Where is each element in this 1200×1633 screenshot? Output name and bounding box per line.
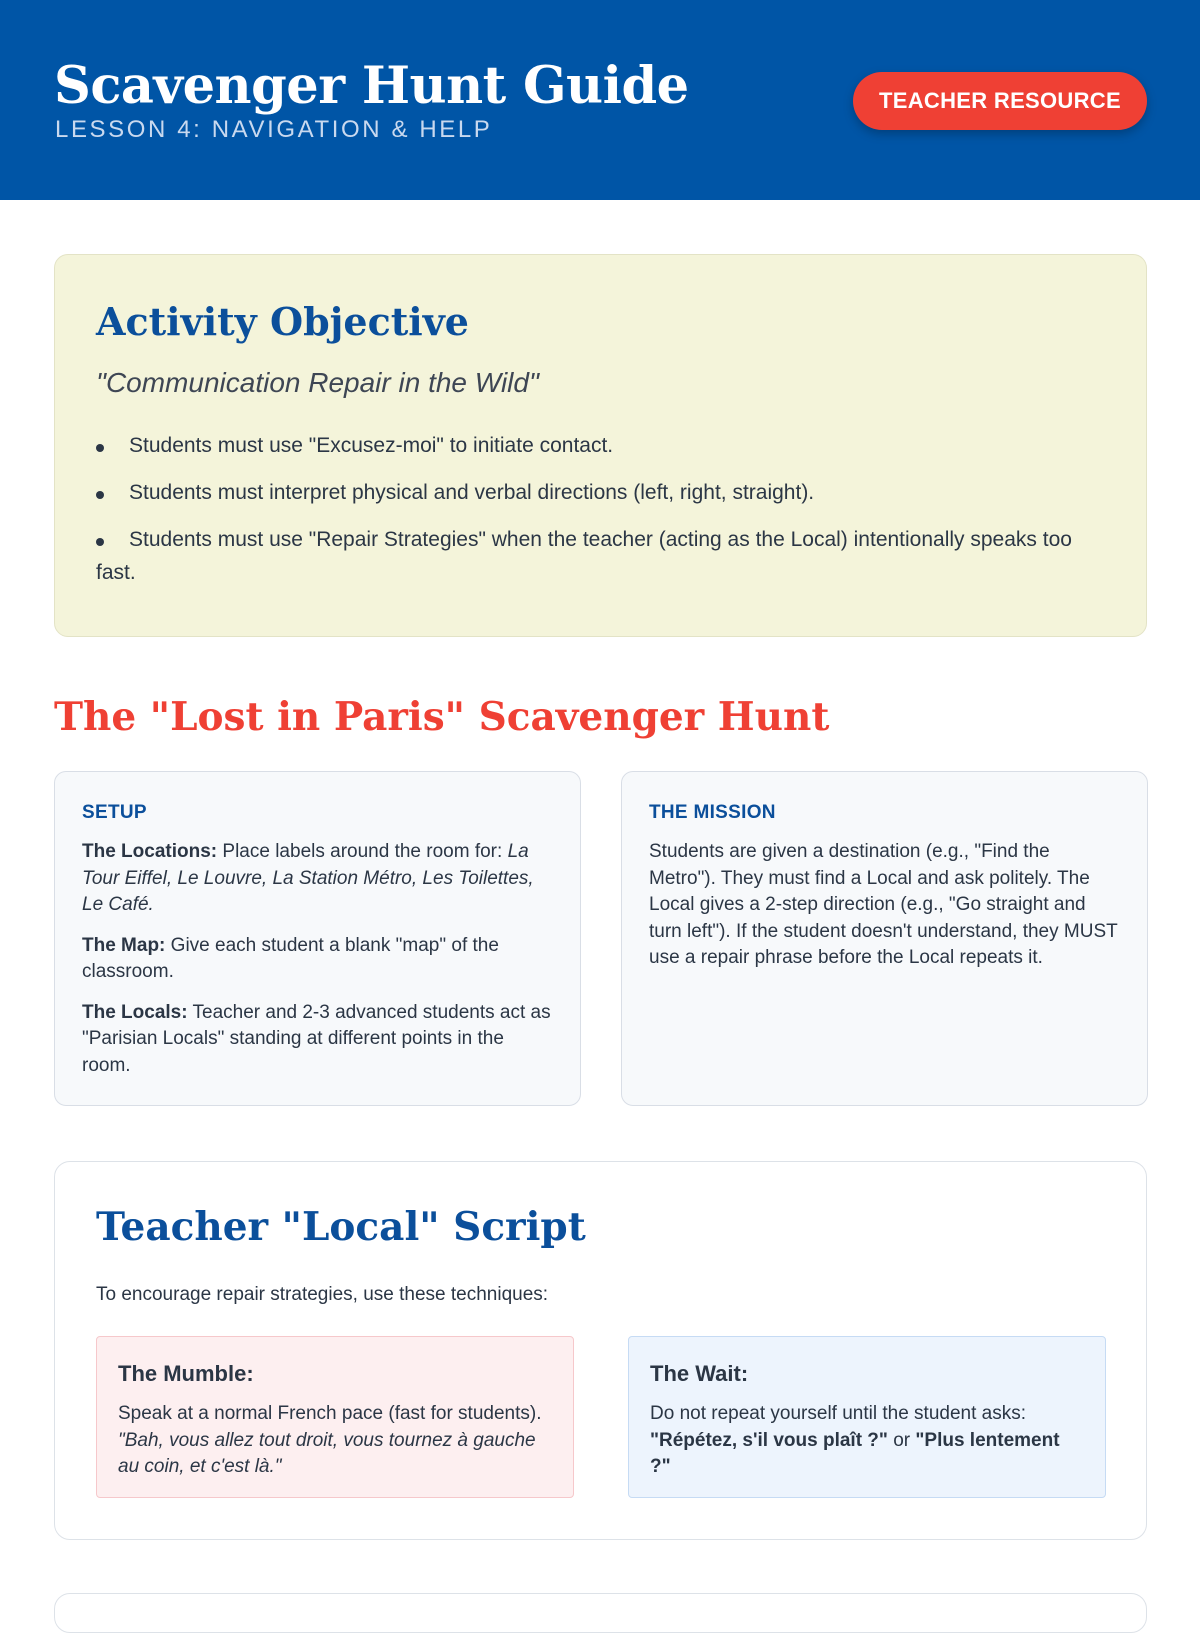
setup-heading: SETUP	[82, 802, 147, 823]
bullet-dot-icon	[96, 538, 104, 546]
setup-map: The Map: Give each student a blank "map" of the classroom.	[82, 934, 499, 982]
script-intro: To encourage repair strategies, use these techniques:	[96, 1284, 549, 1305]
activity-objective-card	[54, 254, 1147, 637]
mumble-heading: The Mumble:	[118, 1361, 254, 1386]
setup-locations: The Locations: Place labels around the room for: La Tour Eiffel, Le Louvre, La Station Métro, Les Toilettes, Le Café.	[82, 841, 534, 915]
wait-technique-box	[628, 1336, 1106, 1498]
mission-text: Students are given a destination (e.g., "Find the Metro"). They must find a Local and ask politely. The Local gives a 2-step direction (e.g., "Go straight and turn left"). If the student doesn't understand, they MUST use a repair phrase before the Local repeats it.	[649, 841, 1118, 968]
script-title: Teacher "Local" Script	[96, 1204, 586, 1250]
wait-body: Do not repeat yourself until the student asks: "Répétez, s'il vous plaît ?" or "Plus lentement ?"	[650, 1403, 1060, 1477]
setup-locals: The Locals: Teacher and 2-3 advanced students act as "Parisian Locals" standing at different points in the room.	[82, 1001, 551, 1076]
teacher-script-card	[54, 1161, 1147, 1540]
objective-title: Activity Objective	[96, 299, 469, 344]
mission-body	[649, 839, 1119, 986]
mumble-technique-box	[96, 1336, 574, 1498]
wait-heading: The Wait:	[650, 1361, 749, 1386]
scavenger-hunt-title: The "Lost in Paris" Scavenger Hunt	[54, 694, 830, 740]
lesson-subtitle: LESSON 4: NAVIGATION & HELP	[55, 116, 493, 143]
objective-bullet-3: Students must use "Repair Strategies" when the teacher (acting as the Local) intentionally speaks too fast.	[96, 528, 1072, 584]
setup-body	[82, 839, 552, 1093]
objective-list	[96, 429, 1106, 603]
mission-card	[621, 771, 1148, 1106]
bullet-dot-icon	[96, 491, 104, 499]
objective-bullet-2: Students must interpret physical and verbal directions (left, right, straight).	[96, 476, 1106, 509]
mumble-body: Speak at a normal French pace (fast for students). "Bah, vous allez tout droit, vous tournez à gauche au coin, et c'est là."	[118, 1403, 542, 1477]
next-section-card	[54, 1593, 1147, 1633]
objective-bullet-1: Students must use "Excusez-moi" to initiate contact.	[96, 429, 1106, 462]
page-header	[0, 0, 1200, 200]
teacher-resource-button[interactable]: TEACHER RESOURCE	[853, 72, 1147, 130]
objective-quote: "Communication Repair in the Wild"	[96, 367, 539, 398]
page-title: Scavenger Hunt Guide	[54, 56, 689, 116]
setup-card	[54, 771, 581, 1106]
bullet-dot-icon	[96, 444, 104, 452]
mission-heading: THE MISSION	[649, 802, 776, 823]
